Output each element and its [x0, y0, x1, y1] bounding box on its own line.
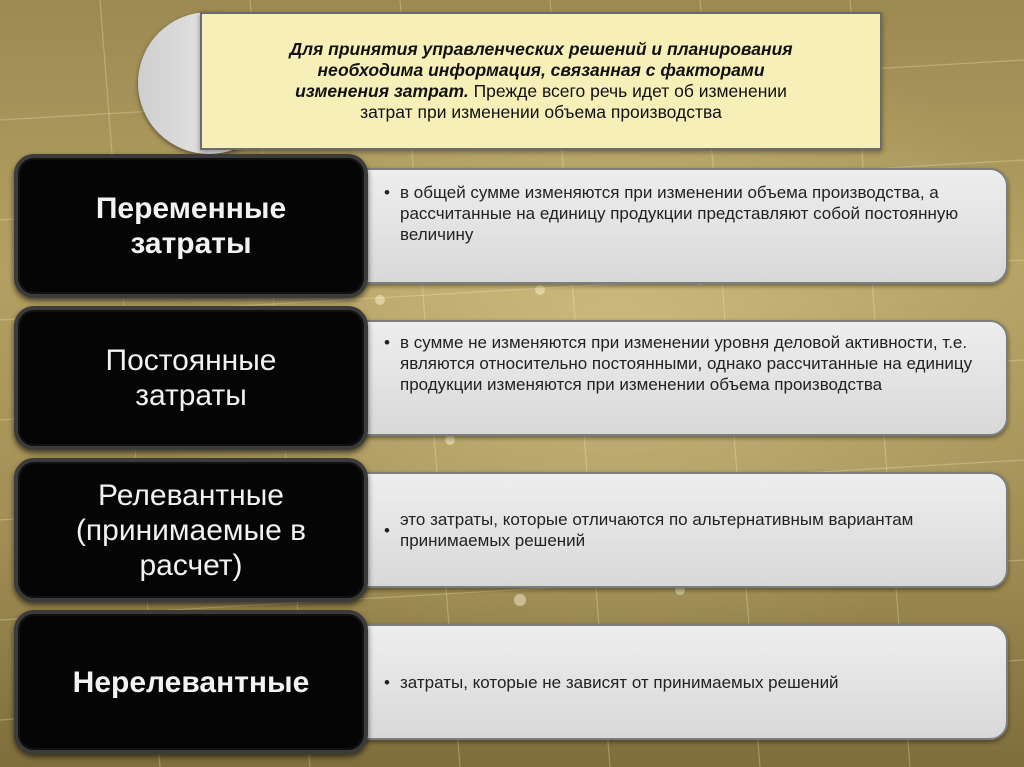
bullet-icon: •	[384, 183, 390, 202]
cost-description: в сумме не изменяются при изменении уровня деловой активности, т.е. являются относительно постоянными, однако рассчитанные на единицу продукции изменяются при изменении объема производства	[400, 333, 973, 394]
cost-type-label-line: расчет)	[139, 548, 243, 582]
cost-row-irrelevant	[14, 610, 1014, 754]
cost-type-label	[14, 610, 368, 754]
bullet-icon: •	[384, 333, 390, 352]
header-line-3	[295, 81, 787, 102]
cost-row-relevant	[14, 458, 1014, 602]
cost-type-label	[14, 306, 368, 450]
header-line-2: необходима информация, связанная с факторами	[317, 60, 765, 80]
cost-type-label-line: Переменные	[95, 192, 287, 225]
cost-description-box	[344, 320, 1008, 436]
header-line-1: Для принятия управленческих решений и планирования	[289, 39, 793, 59]
header-line-4: затрат при изменении объема производства	[360, 102, 722, 122]
bullet-icon: •	[384, 672, 390, 692]
cost-description: в общей сумме изменяются при изменении объема производства, а рассчитанные на единицу продукции представляют собой постоянную величину	[400, 183, 959, 244]
cost-type-label	[14, 458, 368, 602]
header-line-3-bold: изменения затрат.	[295, 81, 469, 101]
cost-type-label-line: Постоянные	[105, 344, 277, 377]
cost-type-label	[14, 154, 368, 298]
cost-type-label-line: (принимаемые в	[75, 513, 307, 547]
cost-row-variable	[14, 154, 1014, 298]
cost-description-box	[344, 624, 1008, 740]
cost-description: это затраты, которые отличаются по альтернативным вариантам принимаемых решений	[400, 510, 914, 550]
header-line-3-regular: Прежде всего речь идет об изменении	[468, 81, 787, 101]
header-callout	[138, 12, 886, 154]
cost-row-fixed	[14, 306, 1014, 450]
cost-description-box	[344, 168, 1008, 284]
cost-type-label-line: Релевантные	[98, 478, 284, 512]
cost-type-label-line: Нерелевантные	[72, 665, 310, 699]
header-text-box	[200, 12, 882, 150]
cost-description-box	[344, 472, 1008, 588]
cost-type-label-line: затраты	[130, 227, 252, 260]
cost-type-label-line: затраты	[135, 379, 247, 412]
cost-description: затраты, которые не зависят от принимаемых решений	[400, 672, 839, 692]
bullet-icon: •	[384, 520, 390, 540]
